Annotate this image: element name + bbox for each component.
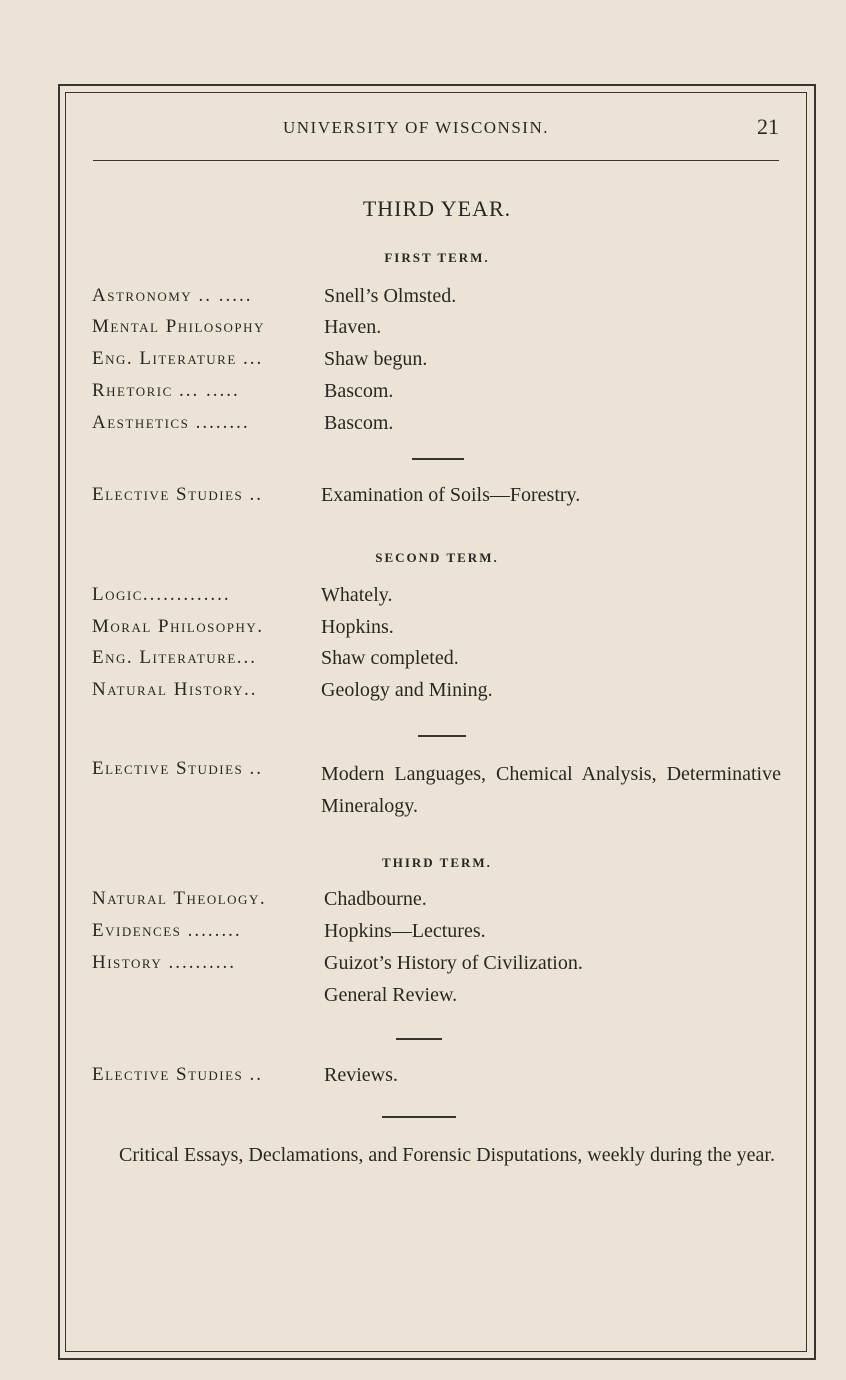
section-rule	[396, 1038, 442, 1040]
running-head	[93, 116, 779, 146]
textbook: Bascom.	[324, 412, 394, 434]
third-term-row	[92, 920, 782, 950]
subject-label: Natural Theology.	[92, 888, 267, 909]
elective-text: Examination of Soils—Forestry.	[321, 484, 581, 506]
first-term-row	[92, 285, 782, 315]
textbook: Shaw completed.	[321, 647, 459, 669]
first-term-row	[92, 316, 782, 346]
textbook: Geology and Mining.	[321, 679, 493, 701]
page-number: 21	[757, 114, 779, 139]
second-term-row	[92, 616, 782, 646]
textbook: Guizot’s History of Civilization.	[324, 952, 583, 974]
subject-label: Eng. Literature...	[92, 647, 258, 668]
first-term-row	[92, 348, 782, 378]
header-rule	[93, 160, 779, 161]
subject-label: Aesthetics ........	[92, 412, 250, 433]
third-term-elective-row	[92, 1064, 782, 1094]
elective-text: Reviews.	[324, 1064, 398, 1086]
textbook: Shaw begun.	[324, 348, 428, 370]
subject-label: Evidences ........	[92, 920, 242, 941]
first-term-elective-row	[92, 484, 782, 514]
subject-label: Elective Studies ..	[92, 1064, 264, 1085]
textbook: Hopkins.	[321, 616, 394, 638]
subject-label: Rhetoric ... .....	[92, 380, 240, 401]
subject-label: Astronomy .. .....	[92, 285, 253, 306]
running-title: UNIVERSITY OF WISCONSIN.	[283, 118, 549, 137]
closing-note: Critical Essays, Declamations, and Forensic Disputations, weekly during the year.	[119, 1144, 775, 1166]
subject-label: Logic.............	[92, 584, 231, 605]
subject-label: History ..........	[92, 952, 236, 973]
subject-label: Eng. Literature ...	[92, 348, 264, 369]
subject-label: Elective Studies ..	[92, 484, 264, 505]
textbook: Haven.	[324, 316, 382, 338]
third-term-continuation: General Review.	[324, 984, 458, 1006]
subject-label: Mental Philosophy	[92, 316, 265, 337]
subject-label: Elective Studies ..	[92, 758, 264, 779]
subject-label: Natural History..	[92, 679, 258, 700]
second-term-row	[92, 679, 782, 709]
third-term-row	[92, 952, 782, 982]
section-rule	[382, 1116, 456, 1118]
first-term-row	[92, 412, 782, 442]
second-term-row	[92, 647, 782, 677]
second-term-label: SECOND TERM.	[375, 550, 499, 565]
third-term-row	[92, 888, 782, 918]
textbook: Bascom.	[324, 380, 394, 402]
second-term-elective-row	[92, 758, 782, 828]
section-rule	[412, 458, 464, 460]
second-term-row	[92, 584, 782, 614]
first-term-label: FIRST TERM.	[384, 250, 490, 265]
textbook: Whately.	[321, 584, 393, 606]
section-rule	[418, 735, 466, 737]
year-title: THIRD YEAR.	[362, 196, 512, 221]
third-term-label: THIRD TERM.	[382, 855, 492, 870]
textbook: Chadbourne.	[324, 888, 427, 910]
textbook: Hopkins—Lectures.	[324, 920, 486, 942]
textbook: Snell’s Olmsted.	[324, 285, 457, 307]
elective-text: Modern Languages, Chemical Analysis, Determinative Mineralogy.	[321, 763, 781, 817]
first-term-row	[92, 380, 782, 410]
subject-label: Moral Philosophy.	[92, 616, 265, 637]
